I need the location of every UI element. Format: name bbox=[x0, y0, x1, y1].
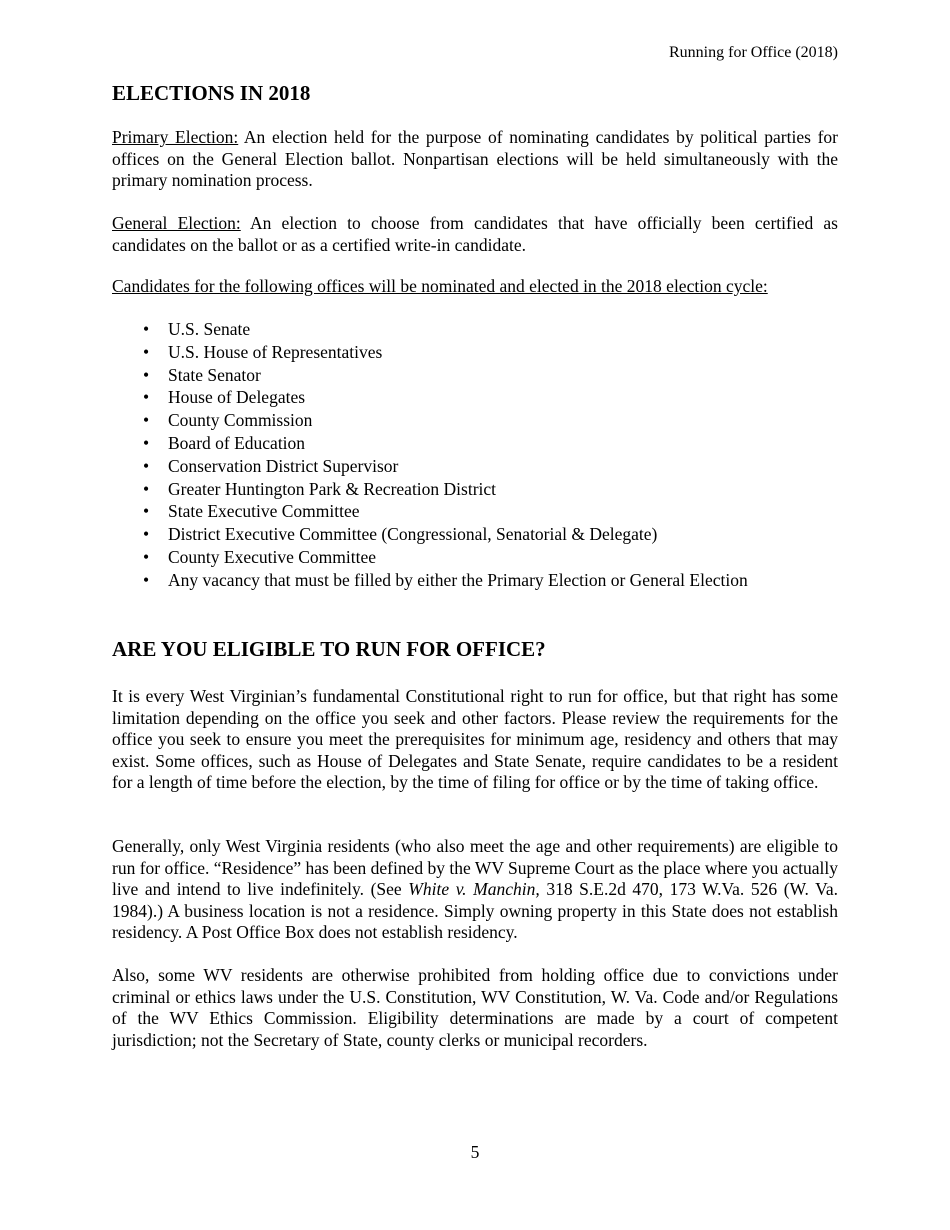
eligibility-paragraph-2: Generally, only West Virginia residents (who also meet the age and other requirements) are eligible to run for office. “Residence” has been defined by the WV Supreme Court as the place where you actually live and intend to live indefinitely. (See White v. Manchin, 318 S.E.2d 470, 173 W.Va. 526 (W. Va. 1984).) A business location is not a residence. Simply owning property in this State does not establish residency. A Post Office Box does not establish residency. bbox=[112, 836, 838, 942]
office-list-item: • County Executive Committee bbox=[143, 546, 377, 567]
office-list-item: • State Executive Committee bbox=[143, 501, 360, 522]
bullet-icon: • bbox=[143, 341, 150, 362]
office-list-item: • Board of Education bbox=[143, 432, 306, 453]
case-citation: White v. Manchin, bbox=[408, 879, 540, 899]
primary-election-definition: An election held for the purpose of nominating candidates by political parties for offices on the General Election ballot. Nonpartisan elections will be held simultaneously with the primary nomination process. bbox=[112, 127, 838, 190]
bullet-icon: • bbox=[143, 524, 150, 545]
office-list-item: • Any vacancy that must be filled by either the Primary Election or General Election bbox=[143, 569, 748, 590]
office-list-item: • U.S. House of Representatives bbox=[143, 341, 383, 362]
office-list-item: • State Senator bbox=[143, 364, 261, 385]
office-list-item: • Conservation District Supervisor bbox=[143, 455, 399, 476]
office-list-item: • County Commission bbox=[143, 410, 313, 431]
bullet-icon: • bbox=[143, 319, 150, 339]
eligibility-paragraph-3: Also, some WV residents are otherwise prohibited from holding office due to convictions under criminal or ethics laws under the U.S. Constitution, WV Constitution, W. Va. Code and/or Regulations of the WV Ethics Commission. Eligibility determinations are made by a court of competent jurisdiction; not the Secretary of State, county clerks or municipal recorders. bbox=[112, 965, 838, 1050]
general-election-paragraph bbox=[112, 213, 838, 256]
offices-list bbox=[112, 318, 748, 592]
eligibility-paragraph-1: It is every West Virginian’s fundamental Constitutional right to run for office, but that right has some limitation depending on the office you seek and other factors. Please review the requirements for the office you seek to ensure you meet the prerequisites for minimum age, residency and others that may exist. Some offices, such as House of Delegates and State Senate, require candidates to be a resident for a length of time before the election, by the time of filing for office or by the time of taking office. bbox=[112, 686, 838, 792]
elections-heading: ELECTIONS IN 2018 bbox=[112, 81, 311, 105]
page-number: 5 bbox=[470, 1142, 480, 1162]
office-list-item: • U.S. Senate bbox=[143, 319, 251, 339]
general-election-term: General Election: bbox=[112, 213, 241, 233]
bullet-icon: • bbox=[143, 569, 150, 590]
running-header: Running for Office (2018) bbox=[669, 44, 838, 61]
office-list-item: • District Executive Committee (Congressional, Senatorial & Delegate) bbox=[143, 524, 658, 545]
bullet-icon: • bbox=[143, 364, 150, 385]
general-election-definition: An election to choose from candidates that have officially been certified as candidates on the ballot or as a certified write-in candidate. bbox=[112, 213, 838, 255]
office-list-item: • House of Delegates bbox=[143, 387, 306, 408]
office-list-item: • Greater Huntington Park & Recreation District bbox=[143, 478, 497, 499]
primary-election-paragraph bbox=[112, 127, 838, 192]
primary-election-term: Primary Election: bbox=[112, 127, 239, 147]
bullet-icon: • bbox=[143, 410, 150, 431]
bullet-icon: • bbox=[143, 387, 150, 408]
eligibility-heading: ARE YOU ELIGIBLE TO RUN FOR OFFICE? bbox=[112, 637, 546, 661]
bullet-icon: • bbox=[143, 432, 150, 453]
offices-lead-text: Candidates for the following offices will be nominated and elected in the 2018 election cycle: bbox=[112, 276, 768, 296]
bullet-icon: • bbox=[143, 501, 150, 522]
bullet-icon: • bbox=[143, 455, 150, 476]
bullet-icon: • bbox=[143, 478, 150, 499]
bullet-icon: • bbox=[143, 546, 150, 567]
